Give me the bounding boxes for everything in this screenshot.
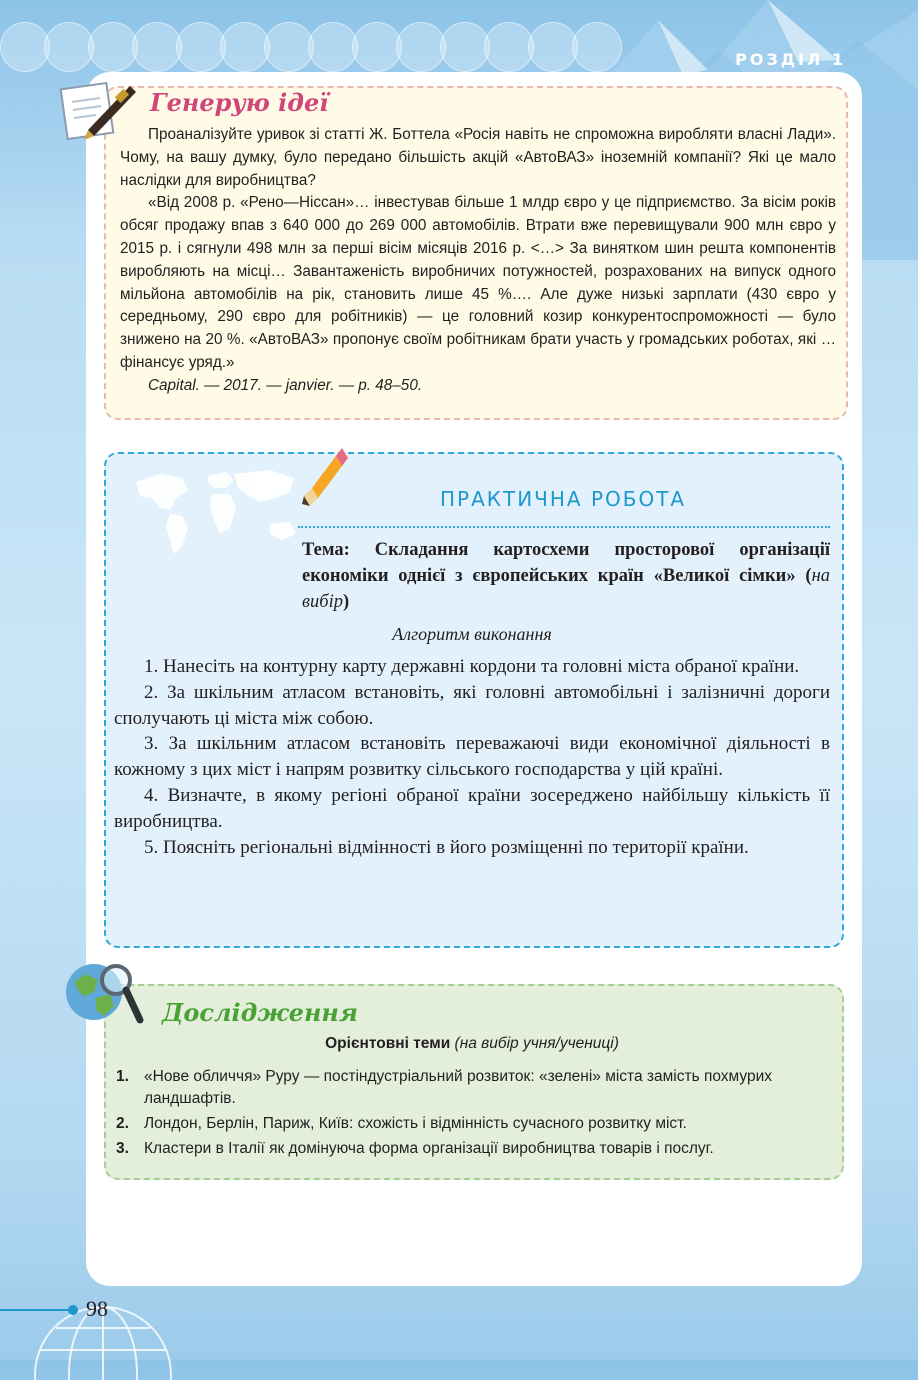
theme-close: ) [342, 592, 350, 612]
topic-number: 2. [116, 1115, 129, 1132]
footer-dot [68, 1305, 78, 1315]
idea-text [120, 124, 836, 398]
step-item: 1. Нанесіть на контурну карту державні кордони та головні міста обраної країни. [144, 656, 800, 677]
topic-list [116, 1066, 832, 1163]
topics-note: (на вибір учня/учениці) [454, 1035, 619, 1052]
idea-paragraph: Проаналізуйте уривок зі статті Ж. Боттела «Росія навіть не спроможна виробляти власні Лади». Чому, на вашу думку, було передано більшість акцій «АвтоВАЗ» іноземній компанії? Які це мало наслідки для виробництва? [120, 126, 836, 189]
decorative-dots [0, 22, 640, 70]
practice-theme [302, 537, 830, 615]
idea-title: Генерую ідеї [150, 88, 329, 117]
topic-number: 1. [116, 1068, 129, 1085]
theme-text: Тема: Складання картосхеми просторової організації економіки однієї з європейських країн «Великої сімки» ( [302, 540, 830, 586]
topic-text: «Нове обличчя» Руру — постіндустріальний розвиток: «зелені» міста замість похмурих ландшафтів. [144, 1068, 772, 1107]
list-item [116, 1066, 832, 1110]
list-item [116, 1138, 832, 1160]
list-item [116, 1113, 832, 1135]
algorithm-steps [114, 654, 830, 860]
algorithm-title: Алгоритм виконання [392, 624, 552, 644]
page-number: 98 [86, 1296, 108, 1321]
topic-number: 3. [116, 1140, 129, 1157]
section-label: РОЗДІЛ 1 [735, 50, 846, 69]
pencil-icon [294, 444, 354, 510]
idea-quote: «Від 2008 р. «Рено—Ніссан»… інвестував більше 1 млдр євро у це підприємство. За вісім років обсяг продажу впав з 640 000 до 269 000 автомобілів. Втрати вже перевищували 900 млн євро у 2015 р. і сягнули 498 млн за перші вісім місяців 2016 р. <…> За винятком шин решта компонентів виробляють на місці… Завантаженість виробничих потужностей, розрахованих на випуск одного мільйона автомобілів на рік, становить лише 45 %…. Але дуже низькі зарплати (430 євро у середньому, 290 євро для робітників) — це головний козир конкурентоспроможності — було знижено на 20 %. «АвтоВАЗ» пропонує своїм робітникам брати участь у громадських роботах, які … фінансує уряд.» [120, 194, 836, 371]
step-item: 3. За шкільним атласом встановіть переважаючі види економічної діяльності в кожному з цих міст і напрям розвитку сільського господарства у цій країні. [114, 733, 830, 781]
world-map-icon [130, 462, 302, 562]
topics-heading-text: Орієнтовні теми [325, 1035, 451, 1052]
topics-heading [104, 1035, 840, 1053]
theme-choice: на вибір [302, 566, 830, 612]
step-item: 5. Поясніть регіональні відмінності в його розміщенні по території країни. [144, 836, 749, 858]
topic-text: Кластери в Італії як домінуюча форма організації виробництва товарів і послуг. [144, 1140, 714, 1157]
globe-magnifier-icon [64, 958, 144, 1026]
idea-source: Capital. — 2017. — janvier. — p. 48–50. [148, 376, 423, 394]
practice-title: ПРАКТИЧНА РОБОТА [440, 487, 687, 511]
dotted-divider [298, 526, 830, 528]
topic-text: Лондон, Берлін, Париж, Київ: схожість і відмінність сучасного розвитку міст. [144, 1115, 687, 1132]
footer-line [0, 1309, 70, 1311]
step-item: 4. Визначте, в якому регіоні обраної країни зосереджено найбільшу кількість її виробництва. [114, 784, 830, 832]
step-item: 2. За шкільним атласом встановіть, які головні автомобільні і залізничні дороги сполучають ці міста між собою. [114, 681, 830, 729]
research-title: Дослідження [162, 998, 359, 1027]
